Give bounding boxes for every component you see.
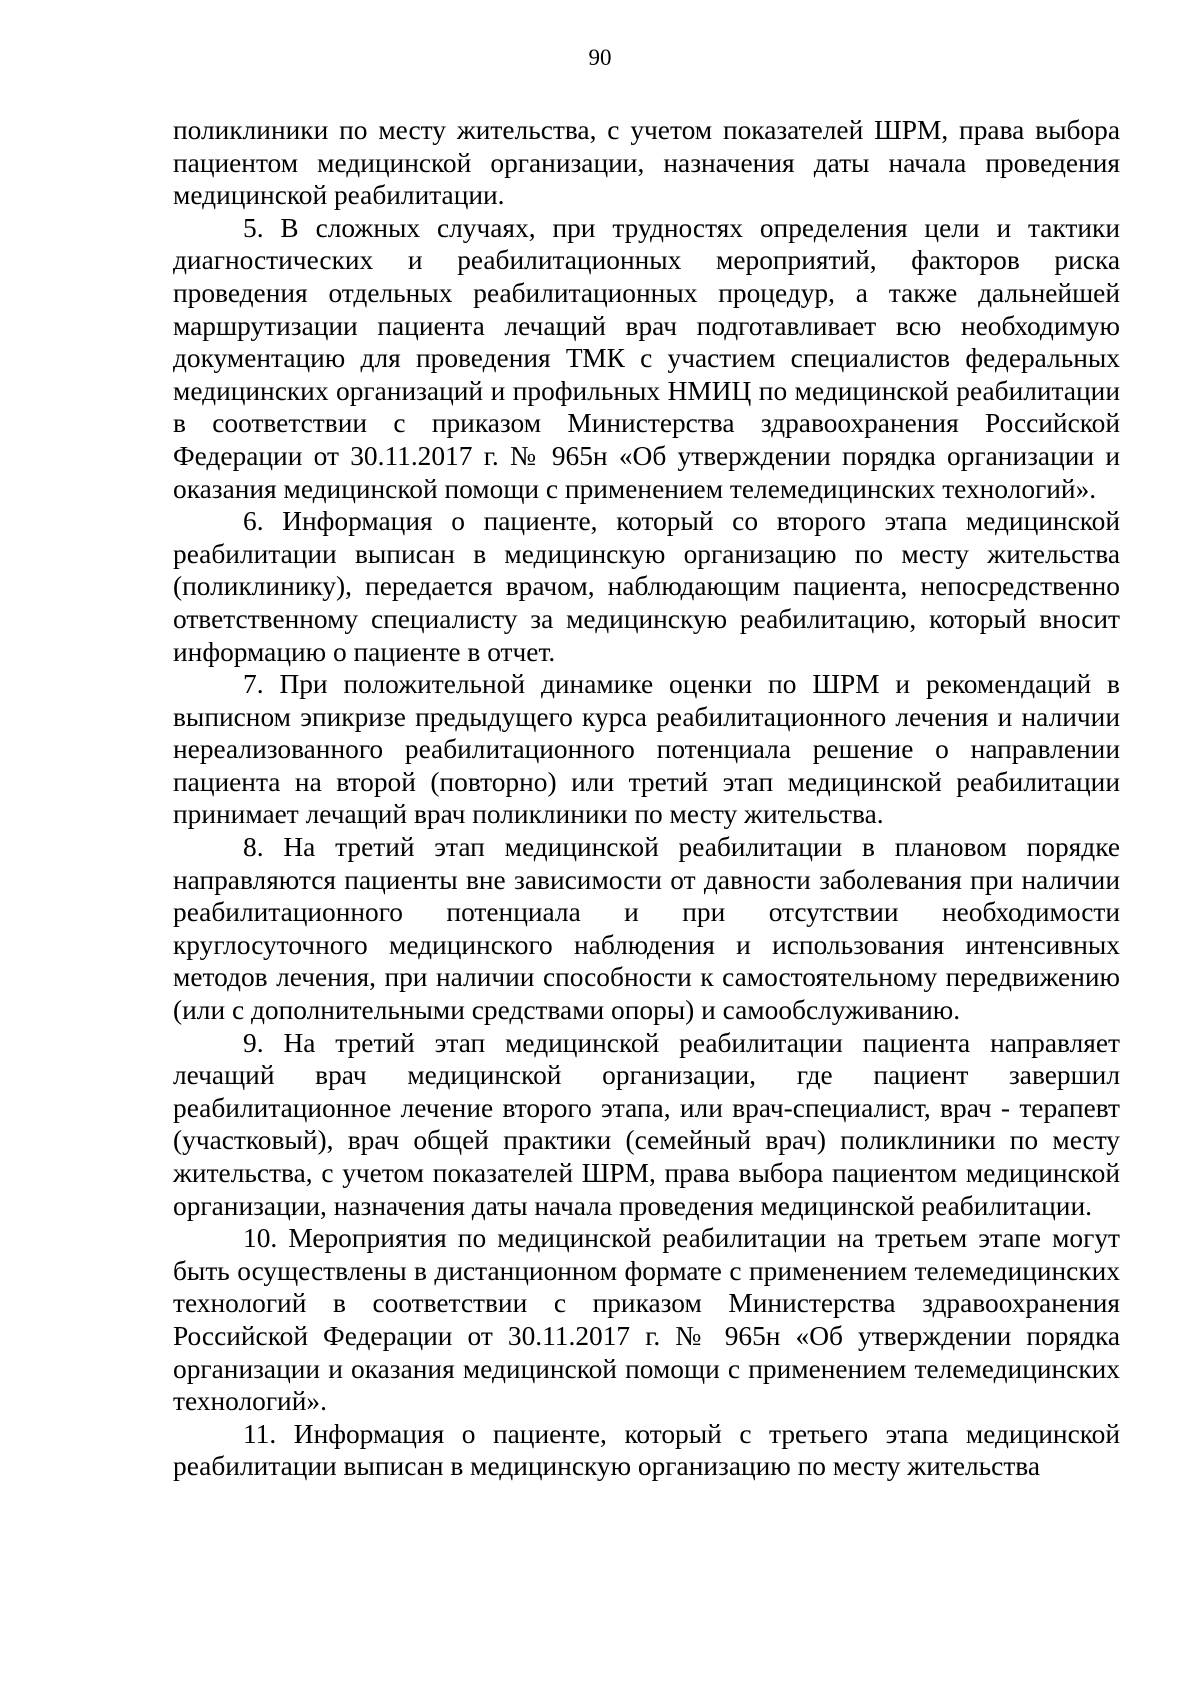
page-number: 90	[588, 45, 612, 70]
paragraph-item-9: 9. На третий этап медицинской реабилитации пациента направляет лечащий врач медицинской организации, где пациент завершил реабилитационное лечение второго этапа, или врач-специалист, врач - терапевт (участковый), врач общей практики (семейный врач) поликлиники по месту жительства, с учетом показателей ШРМ, права выбора пациентом медицинской организации, назначения даты начала проведения медицинской реабилитации.	[173, 1027, 1120, 1221]
paragraph-item-5: 5. В сложных случаях, при трудностях определения цели и тактики диагностических и реабилитационных мероприятий, факторов риска проведения отдельных реабилитационных процедур, а также дальнейшей маршрутизации пациента лечащий врач подготавливает всю необходимую документацию для проведения ТМК с участием специалистов федеральных медицинских организаций и профильных НМИЦ по медицинской реабилитации в соответствии с приказом Министерства здравоохранения Российской Федерации от 30.11.2017 г. № 965н «Об утверждении порядка организации и оказания медицинской помощи с применением телемедицинских технологий».	[173, 212, 1120, 504]
document-body	[173, 114, 1120, 1483]
paragraph-item-7: 7. При положительной динамике оценки по ШРМ и рекомендаций в выписном эпикризе предыдущего курса реабилитационного лечения и наличии нереализованного реабилитационного потенциала решение о направлении пациента на второй (повторно) или третий этап медицинской реабилитации принимает лечащий врач поликлиники по месту жительства.	[173, 669, 1120, 830]
paragraph-continuation: поликлиники по месту жительства, с учетом показателей ШРМ, права выбора пациентом медицинской организации, назначения даты начала проведения медицинской реабилитации.	[173, 115, 1120, 211]
paragraph-item-11: 11. Информация о пациенте, который с третьего этапа медицинской реабилитации выписан в медицинскую организацию по месту жительства	[173, 1418, 1120, 1482]
paragraph-item-10: 10. Мероприятия по медицинской реабилитации на третьем этапе могут быть осуществлены в дистанционном формате с применением телемедицинских технологий в соответствии с приказом Министерства здравоохранения Российской Федерации от 30.11.2017 г. № 965н «Об утверждении порядка организации и оказания медицинской помощи с применением телемедицинских технологий».	[173, 1223, 1120, 1417]
paragraph-item-8: 8. На третий этап медицинской реабилитации в плановом порядке направляются пациенты вне зависимости от давности заболевания при наличии реабилитационного потенциала и при отсутствии необходимости круглосуточного медицинского наблюдения и использования интенсивных методов лечения, при наличии способности к самостоятельному передвижению (или с дополнительными средствами опоры) и самообслуживанию.	[173, 832, 1120, 1026]
paragraph-item-6: 6. Информация о пациенте, который со второго этапа медицинской реабилитации выписан в медицинскую организацию по месту жительства (поликлинику), передается врачом, наблюдающим пациента, непосредственно ответственному специалисту за медицинскую реабилитацию, который вносит информацию о пациенте в отчет.	[173, 506, 1120, 667]
